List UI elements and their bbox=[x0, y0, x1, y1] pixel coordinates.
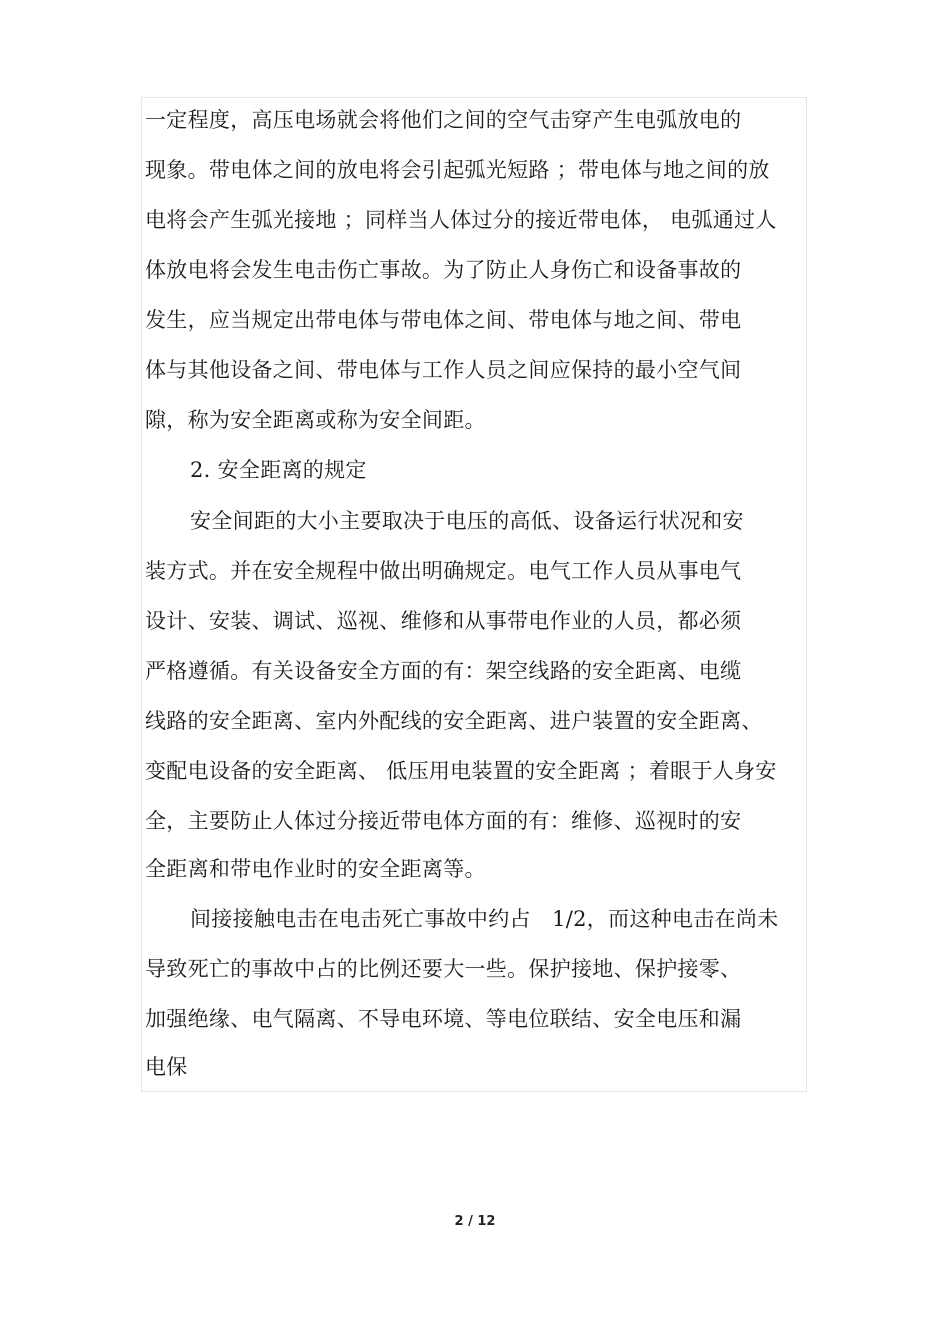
page-number: 2 / 12 bbox=[454, 1214, 496, 1229]
text-line: 严格遵循。有关设备安全方面的有：架空线路的安全距离、电缆 bbox=[145, 659, 742, 683]
text-line: 电保 bbox=[145, 1055, 188, 1079]
section-heading: 2. 安全距离的规定 bbox=[190, 458, 367, 482]
text-line: 线路的安全距离、室内外配线的安全距离、进户装置的安全距离、 bbox=[145, 709, 763, 733]
text-line: 体放电将会发生电击伤亡事故。为了防止人身伤亡和设备事故的 bbox=[145, 258, 742, 282]
text-line: 全距离和带电作业时的安全距离等。 bbox=[145, 857, 486, 881]
text-line: 现象。带电体之间的放电将会引起弧光短路 ；带电体与地之间的放 bbox=[145, 158, 770, 182]
text-line: 安全间距的大小主要取决于电压的高低、设备运行状况和安 bbox=[190, 509, 744, 533]
text-line: 变配电设备的安全距离、 低压用电装置的安全距离 ；着眼于人身安 bbox=[145, 759, 777, 783]
content-frame bbox=[141, 97, 807, 1092]
text-line: 加强绝缘、电气隔离、不导电环境、等电位联结、安全电压和漏 bbox=[145, 1007, 742, 1031]
text-line: 装方式。并在安全规程中做出明确规定。电气工作人员从事电气 bbox=[145, 559, 742, 583]
text-line: 导致死亡的事故中占的比例还要大一些。保护接地、保护接零、 bbox=[145, 957, 742, 981]
text-line: 设计、安装、调试、巡视、维修和从事带电作业的人员，都必须 bbox=[145, 609, 742, 633]
text-line: 体与其他设备之间、带电体与工作人员之间应保持的最小空气间 bbox=[145, 358, 742, 382]
text-line: 电将会产生弧光接地 ；同样当人体过分的接近带电体， 电弧通过人 bbox=[145, 208, 777, 232]
text-line: 隙，称为安全距离或称为安全间距。 bbox=[145, 408, 486, 432]
text-line: 全，主要防止人体过分接近带电体方面的有：维修、巡视时的安 bbox=[145, 809, 742, 833]
text-line: 发生，应当规定出带电体与带电体之间、带电体与地之间、带电 bbox=[145, 308, 742, 332]
text-line: 间接接触电击在电击死亡事故中约占 1/2，而这种电击在尚未 bbox=[190, 907, 779, 931]
text-line: 一定程度，高压电场就会将他们之间的空气击穿产生电弧放电的 bbox=[145, 108, 742, 132]
